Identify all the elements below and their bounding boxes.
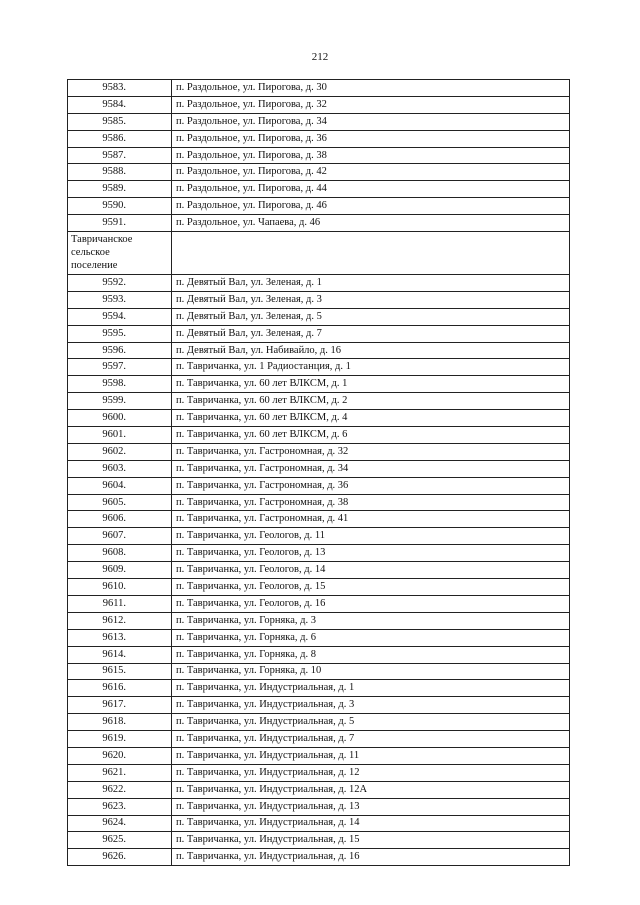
- table-row: [68, 545, 570, 562]
- row-address: п. Тавричанка, ул. Гастрономная, д. 41: [172, 511, 570, 528]
- row-address: п. Тавричанка, ул. Индустриальная, д. 16: [172, 849, 570, 866]
- table-row: [68, 646, 570, 663]
- row-address: п. Тавричанка, ул. Гастрономная, д. 36: [172, 477, 570, 494]
- row-address: п. Тавричанка, ул. 60 лет ВЛКСМ, д. 4: [172, 410, 570, 427]
- row-address: п. Тавричанка, ул. Индустриальная, д. 5: [172, 714, 570, 731]
- row-address: п. Тавричанка, ул. 60 лет ВЛКСМ, д. 1: [172, 376, 570, 393]
- page-number: 212: [311, 51, 329, 63]
- row-number: 9626.: [68, 849, 172, 866]
- row-address: п. Тавричанка, ул. 1 Радиостанция, д. 1: [172, 359, 570, 376]
- table-row: [68, 511, 570, 528]
- row-number: 9625.: [68, 832, 172, 849]
- table-row: [68, 579, 570, 596]
- row-number: 9600.: [68, 410, 172, 427]
- row-number: 9591.: [68, 215, 172, 232]
- row-number: 9590.: [68, 198, 172, 215]
- table-row: [68, 359, 570, 376]
- table-row: [68, 680, 570, 697]
- row-address: п. Тавричанка, ул. Индустриальная, д. 11: [172, 747, 570, 764]
- row-number: 9621.: [68, 764, 172, 781]
- row-address: п. Тавричанка, ул. Индустриальная, д. 7: [172, 731, 570, 748]
- row-number: 9614.: [68, 646, 172, 663]
- table-row: [68, 832, 570, 849]
- row-number: 9607.: [68, 528, 172, 545]
- row-address: п. Девятый Вал, ул. Зеленая, д. 5: [172, 308, 570, 325]
- table-row: [68, 460, 570, 477]
- table-row: [68, 663, 570, 680]
- table-row: [68, 764, 570, 781]
- row-number: 9603.: [68, 460, 172, 477]
- table-row: [68, 410, 570, 427]
- table-row: [68, 275, 570, 292]
- table-row: [68, 629, 570, 646]
- row-number: 9592.: [68, 275, 172, 292]
- table-row: [68, 443, 570, 460]
- row-address: п. Тавричанка, ул. Геологов, д. 13: [172, 545, 570, 562]
- row-address: п. Тавричанка, ул. Гастрономная, д. 32: [172, 443, 570, 460]
- row-number: 9616.: [68, 680, 172, 697]
- row-address: п. Тавричанка, ул. Индустриальная, д. 3: [172, 697, 570, 714]
- section-label-line: сельское: [71, 247, 110, 259]
- table-row: [68, 697, 570, 714]
- table-row: [68, 96, 570, 113]
- row-address: п. Раздольное, ул. Пирогова, д. 30: [172, 80, 570, 97]
- row-address: п. Тавричанка, ул. Горняка, д. 6: [172, 629, 570, 646]
- table-row: [68, 714, 570, 731]
- table-row: [68, 308, 570, 325]
- row-number: 9597.: [68, 359, 172, 376]
- row-address: п. Тавричанка, ул. 60 лет ВЛКСМ, д. 2: [172, 393, 570, 410]
- section-label: [68, 232, 172, 275]
- row-address: п. Девятый Вал, ул. Зеленая, д. 7: [172, 325, 570, 342]
- row-address: п. Тавричанка, ул. Гастрономная, д. 34: [172, 460, 570, 477]
- row-address: п. Тавричанка, ул. Индустриальная, д. 12А: [172, 781, 570, 798]
- row-address: п. Тавричанка, ул. Индустриальная, д. 15: [172, 832, 570, 849]
- row-address: п. Девятый Вал, ул. Зеленая, д. 3: [172, 291, 570, 308]
- section-empty-cell: [172, 232, 570, 275]
- table-row: [68, 342, 570, 359]
- row-address: п. Тавричанка, ул. Геологов, д. 16: [172, 595, 570, 612]
- table-row: [68, 595, 570, 612]
- row-number: 9615.: [68, 663, 172, 680]
- row-number: 9594.: [68, 308, 172, 325]
- row-address: п. Тавричанка, ул. 60 лет ВЛКСМ, д. 6: [172, 427, 570, 444]
- table-row: [68, 612, 570, 629]
- table-row: [68, 477, 570, 494]
- row-address: п. Тавричанка, ул. Геологов, д. 14: [172, 562, 570, 579]
- row-number: 9620.: [68, 747, 172, 764]
- table-row: [68, 147, 570, 164]
- table-row: [68, 80, 570, 97]
- table-row: [68, 393, 570, 410]
- table-row: [68, 849, 570, 866]
- row-address: п. Тавричанка, ул. Индустриальная, д. 14: [172, 815, 570, 832]
- row-address: п. Раздольное, ул. Пирогова, д. 44: [172, 181, 570, 198]
- row-address: п. Тавричанка, ул. Геологов, д. 11: [172, 528, 570, 545]
- row-address: п. Тавричанка, ул. Геологов, д. 15: [172, 579, 570, 596]
- row-address: п. Тавричанка, ул. Горняка, д. 3: [172, 612, 570, 629]
- row-address: п. Тавричанка, ул. Индустриальная, д. 12: [172, 764, 570, 781]
- row-number: 9612.: [68, 612, 172, 629]
- row-number: 9618.: [68, 714, 172, 731]
- row-number: 9611.: [68, 595, 172, 612]
- row-number: 9588.: [68, 164, 172, 181]
- table-row: [68, 325, 570, 342]
- row-number: 9596.: [68, 342, 172, 359]
- row-number: 9586.: [68, 130, 172, 147]
- table-row: [68, 291, 570, 308]
- table-row: [68, 198, 570, 215]
- table-row: [68, 164, 570, 181]
- row-address: п. Девятый Вал, ул. Зеленая, д. 1: [172, 275, 570, 292]
- table-row: [68, 731, 570, 748]
- row-number: 9598.: [68, 376, 172, 393]
- row-number: 9602.: [68, 443, 172, 460]
- row-number: 9613.: [68, 629, 172, 646]
- address-table: [67, 79, 570, 866]
- row-number: 9584.: [68, 96, 172, 113]
- row-address: п. Девятый Вал, ул. Набивайло, д. 16: [172, 342, 570, 359]
- row-address: п. Раздольное, ул. Чапаева, д. 46: [172, 215, 570, 232]
- table-row: [68, 528, 570, 545]
- row-number: 9604.: [68, 477, 172, 494]
- row-address: п. Раздольное, ул. Пирогова, д. 32: [172, 96, 570, 113]
- table-row: [68, 781, 570, 798]
- row-number: 9609.: [68, 562, 172, 579]
- row-address: п. Тавричанка, ул. Горняка, д. 10: [172, 663, 570, 680]
- table-row: [68, 494, 570, 511]
- table-row: [68, 562, 570, 579]
- row-number: 9587.: [68, 147, 172, 164]
- row-number: 9623.: [68, 798, 172, 815]
- row-address: п. Тавричанка, ул. Индустриальная, д. 13: [172, 798, 570, 815]
- row-number: 9624.: [68, 815, 172, 832]
- row-number: 9595.: [68, 325, 172, 342]
- row-address: п. Раздольное, ул. Пирогова, д. 38: [172, 147, 570, 164]
- row-address: п. Раздольное, ул. Пирогова, д. 36: [172, 130, 570, 147]
- row-number: 9617.: [68, 697, 172, 714]
- table-row: [68, 376, 570, 393]
- row-number: 9606.: [68, 511, 172, 528]
- row-number: 9585.: [68, 113, 172, 130]
- row-address: п. Тавричанка, ул. Горняка, д. 8: [172, 646, 570, 663]
- row-number: 9619.: [68, 731, 172, 748]
- row-number: 9608.: [68, 545, 172, 562]
- table-row: [68, 815, 570, 832]
- table-row: [68, 130, 570, 147]
- table-row: [68, 215, 570, 232]
- row-address: п. Раздольное, ул. Пирогова, д. 34: [172, 113, 570, 130]
- row-number: 9583.: [68, 80, 172, 97]
- table-row: [68, 798, 570, 815]
- row-number: 9610.: [68, 579, 172, 596]
- table-row: [68, 181, 570, 198]
- row-address: п. Тавричанка, ул. Гастрономная, д. 38: [172, 494, 570, 511]
- row-number: 9605.: [68, 494, 172, 511]
- table-row: [68, 747, 570, 764]
- table-row: [68, 113, 570, 130]
- address-table-body: [68, 80, 570, 866]
- row-number: 9593.: [68, 291, 172, 308]
- row-number: 9622.: [68, 781, 172, 798]
- row-number: 9601.: [68, 427, 172, 444]
- section-row: [68, 232, 570, 275]
- row-number: 9599.: [68, 393, 172, 410]
- table-row: [68, 427, 570, 444]
- row-address: п. Тавричанка, ул. Индустриальная, д. 1: [172, 680, 570, 697]
- row-number: 9589.: [68, 181, 172, 198]
- section-label-line: Тавричанское: [71, 234, 133, 246]
- section-label-line: поселение: [71, 260, 118, 272]
- row-address: п. Раздольное, ул. Пирогова, д. 46: [172, 198, 570, 215]
- row-address: п. Раздольное, ул. Пирогова, д. 42: [172, 164, 570, 181]
